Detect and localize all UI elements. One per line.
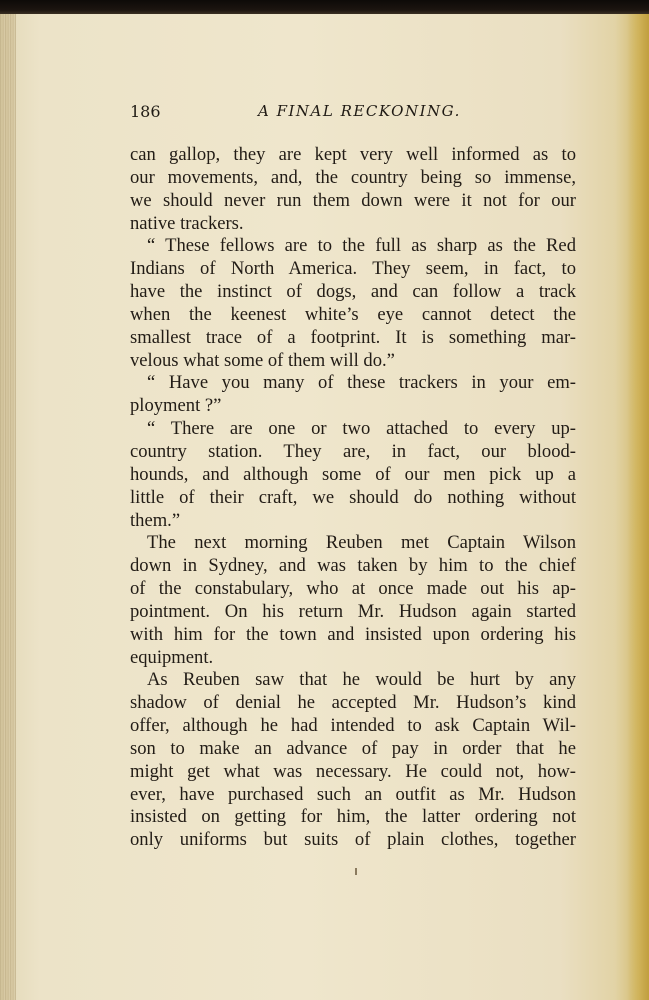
text-line: smallest trace of a footprint. It is something mar-	[130, 326, 576, 348]
text-line: velous what some of them will do.”	[130, 349, 395, 371]
text-line: little of their craft, we should do nothing without	[130, 486, 576, 508]
text-line: country station. They are, in fact, our blood-	[130, 440, 576, 462]
text-line: our movements, and, the country being so immense,	[130, 166, 576, 188]
text-line: when the keenest white’s eye cannot detect the	[130, 303, 576, 325]
text-line: have the instinct of dogs, and can follow a track	[130, 281, 576, 303]
text-line: “ Have you many of these trackers in your em-	[147, 372, 576, 394]
body-text	[130, 144, 576, 852]
text-line: equipment.	[130, 646, 214, 668]
text-line: ployment ?”	[130, 395, 222, 417]
page-number: 186	[130, 102, 161, 121]
text-line: As Reuben saw that he would be hurt by any	[147, 669, 576, 691]
text-line: down in Sydney, and was taken by him to the chief	[130, 555, 576, 577]
page-header	[130, 102, 576, 126]
text-line: of the constabulary, who at once made out his ap-	[130, 578, 576, 600]
page-edge-right	[627, 14, 649, 1000]
text-line: might get what was necessary. He could not, how-	[130, 760, 576, 782]
text-line: only uniforms but suits of plain clothes, together	[130, 829, 576, 851]
text-line: pointment. On his return Mr. Hudson again started	[130, 600, 576, 622]
text-line: offer, although he had intended to ask Captain Wil-	[130, 715, 576, 737]
text-line: hounds, and although some of our men pick up a	[130, 463, 576, 485]
text-line: native trackers.	[130, 212, 244, 234]
text-line: son to make an advance of pay in order that he	[130, 737, 576, 759]
text-line: “ These fellows are to the full as sharp as the Red	[147, 235, 576, 257]
running-head: A FINAL RECKONING.	[258, 102, 461, 120]
text-line: shadow of denial he accepted Mr. Hudson’s kind	[130, 692, 576, 714]
text-line: can gallop, they are kept very well informed as to	[130, 144, 576, 165]
text-line: with him for the town and insisted upon ordering his	[130, 623, 576, 645]
text-line: them.”	[130, 509, 181, 531]
text-line: Indians of North America. They seem, in fact, to	[130, 258, 576, 280]
text-line: ever, have purchased such an outfit as Mr. Hudson	[130, 783, 576, 805]
text-line: we should never run them down were it not for our	[130, 189, 576, 211]
text-line: insisted on getting for him, the latter ordering not	[130, 806, 576, 828]
footer-mark	[355, 868, 357, 875]
text-line: The next morning Reuben met Captain Wilson	[147, 532, 576, 554]
page-edge-left	[0, 14, 16, 1000]
scan-top-shadow	[0, 0, 649, 14]
text-line: “ There are one or two attached to every up-	[147, 418, 576, 440]
